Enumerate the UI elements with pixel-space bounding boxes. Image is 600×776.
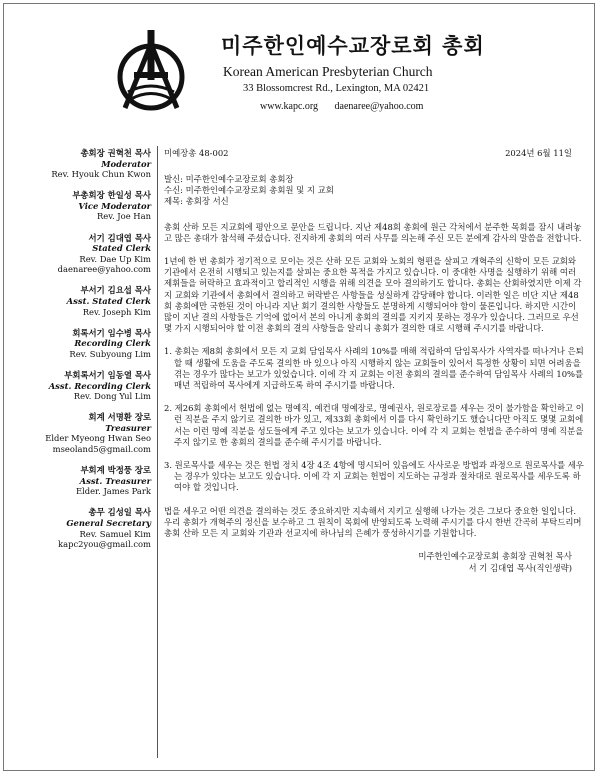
signature-clerk: 서 기 김대엽 목사(직인생략) [468, 562, 572, 573]
officer-email[interactable]: kapc2you@gmail.com [58, 539, 151, 550]
paragraph-closing: 법을 세우고 어떤 의견을 결의하는 것도 중요하지만 지속해서 지키고 실행해 나가는 것은 그보다 중요한 일입니다. 우리 총회가 개혁주의 정신을 보수하고 그 원칙이 목회에 반영되도록 노력해 주시기를 다시 한번 간곡히 부탁드리며 총회 산하 모든 지 교회와 기관과 선교지에 하나님의 은혜가 풍성하시기를 기원합니다. [164, 505, 582, 539]
officer-name: Rev. Subyoung Lim [69, 348, 151, 359]
letter-subject: 제목: 총회장 서신 [164, 196, 229, 207]
numbered-item: 2. 제26회 총회에서 헌법에 없는 명예직, 예컨대 명예장로, 명예권사, 원로장로를 세우는 것이 불가함을 확인하고 이런 직분을 주지 않기로 결의한 바가 있고, 제33회 총회에서 이를 다시 확인하기도 했습니다만 아직도 몇몇 교회에서는 이런 명예 직분을 성도들에게 주고 있다는 보고가 있습니다. 이에 각 지 교회는 헌법을 준수하여 명예 직분을 주지 않기로 한 총회의 결의를 준수해 주시기를 바랍니다. [164, 403, 584, 447]
officer-korean-title: 총회장 권혁천 목사 [80, 148, 151, 158]
letter-to: 수신: 미주한인예수교장로회 총회원 및 지 교회 [164, 185, 334, 196]
officer-role: Treasurer [105, 422, 151, 433]
officer-general-secretary [8, 507, 151, 549]
officer-role: Asst. Recording Clerk [48, 380, 151, 391]
officer-korean-title: 부회계 박정풍 장로 [80, 465, 151, 476]
officer-korean-title: 회록서기 임수병 목사 [72, 327, 151, 338]
letter-headers [164, 174, 584, 208]
officer-role: Moderator [101, 158, 151, 169]
officer-name: Rev. Hyouk Chun Kwon [51, 169, 151, 180]
officer-role: Stated Clerk [92, 243, 151, 254]
officer-vice-moderator [8, 190, 151, 222]
officer-asst-treasurer [8, 465, 151, 497]
church-title-korean: 미주한인예수교장로회 총회 [221, 33, 485, 58]
officer-korean-title: 부총회장 한일성 목사 [72, 190, 151, 201]
officer-role: Asst. Treasurer [79, 475, 151, 486]
officer-role: Asst. Stated Clerk [66, 296, 151, 307]
officer-name: Rev. Dae Up Kim [79, 253, 151, 264]
church-logo-icon [112, 28, 190, 116]
paragraph-purpose: 1년에 한 번 총회가 정기적으로 모이는 것은 산하 모든 교회와 노회의 형편을 살피고 개혁주의 신학이 모든 교회와 기관에서 온전히 시행되고 있는지를 살피는 중요한 목적을 가지고 있습니다. 이 중대한 사명을 실행하기 위해 여러 제휘들을 허락하고 효과적이고 합리적인 시행을 위해 의견을 모아 결의하기도 합니다. 총회는 산회하였지만 이제 각 지 교회와 기관에서 총회에서 결의하고 허락받은 사항들을 성실하게 감당해야 합니다. 이러한 일은 비단 지난 제48회 총회에만 국한된 것이 아니라 지난 회기 결의한 사항들도 분명하게 시행되어야 함이 물론입니다. 하지만 시간이 많이 지난 결의 사항들은 기억에 없어서 본의 아니게 총회의 결의를 지키지 못하는 경우가 있습니다. 그러므로 우선 몇 가지 시행되어야 할 이전 총회의 결의 사항들을 알리니 총회가 결의한 대로 시행해 주시기를 바랍니다. [164, 256, 582, 334]
officer-name: Elder Myeong Hwan Seo [45, 433, 151, 444]
officer-name: Rev. Dong Yul Lim [73, 391, 151, 402]
officer-korean-title: 부서기 김요섭 목사 [80, 285, 151, 296]
letter-from: 발신: 미주한인예수교장로회 총회장 [164, 174, 294, 184]
numbered-item: 3. 원로목사를 세우는 것은 헌법 정치 4장 4조 4항에 명시되어 있음에도 사사로운 방법과 과정으로 원로목사를 세우는 경우가 있다는 보고도 있습니다. 이에 각 지 교회는 헌법이 지도하는 규정과 절차대로 원로목사를 세우도록 하여야 할 것입니다. [164, 460, 584, 493]
officer-korean-title: 서기 김대엽 목사 [88, 232, 151, 243]
document-number: 미예장총 48-002 [164, 148, 229, 158]
officer-korean-title: 부회록서기 임동열 목사 [64, 370, 151, 380]
officer-korean-title: 총무 김성일 목사 [88, 507, 151, 518]
officer-role: Vice Moderator [78, 200, 151, 211]
church-title-english: Korean American Presbyterian Church [223, 64, 433, 79]
church-contact [260, 101, 437, 112]
officer-role: General Secretary [66, 518, 151, 529]
officer-recording-clerk [8, 328, 151, 360]
officer-name: Elder. James Park [75, 486, 151, 497]
officer-stated-clerk [8, 233, 151, 275]
officer-asst-stated-clerk [8, 285, 151, 317]
numbered-item: 1. 총회는 제8회 총회에서 모든 지 교회 담임목사 사례의 10%를 매해 적립하여 담임목사가 사역자를 떠나거나 은퇴할 때 생활에 도움을 주도록 결의한 바 있으나 아직 시행하지 않는 교회들이 있어서 특정한 상황이 되면 어려움을 겪는 경우가 많다는 보고가 있었습니다. 이에 각 지 교회는 이전 총회의 결의를 준수하여 담임목사 사례의 10%를 매년 적립하여 목사에게 지급하도록 하여 주시기를 바랍니다. [164, 346, 584, 391]
letter-body [164, 148, 584, 574]
letter-date: 2024년 6월 11일 [505, 148, 572, 158]
officer-email[interactable]: daenaree@yahoo.com [57, 264, 151, 275]
sidebar-divider [157, 146, 158, 758]
church-address: 33 Blossomcrest Rd., Lexington, MA 02421 [243, 83, 430, 94]
officer-name: Rev. Samuel Kim [79, 528, 151, 539]
signature-moderator: 미주한인예수교장로회 총회장 권혁천 목사 [418, 551, 572, 562]
officer-name: Rev. Joseph Kim [82, 306, 151, 317]
officer-asst-recording-clerk [8, 370, 151, 402]
officer-treasurer [8, 412, 151, 454]
officer-korean-title: 회계 서명환 장로 [88, 412, 151, 423]
email-link[interactable]: daenaree@yahoo.com [334, 101, 424, 112]
officer-email[interactable]: mseoland5@gmail.com [52, 444, 151, 455]
signature-block [164, 551, 584, 574]
officers-sidebar [8, 148, 151, 560]
officer-moderator [8, 148, 151, 180]
letter-meta [164, 148, 584, 160]
officer-role: Recording Clerk [74, 338, 151, 349]
paragraph-greeting: 총회 산하 모든 지교회에 평안으로 문안을 드립니다. 지난 제48회 총회에 원근 각처에서 분주한 목회를 잠시 내려놓고 많은 총대가 참석해 주셨습니다. 진지하게 총회의 여러 사무를 의논해 주신 모든 분에게 감사의 말씀을 전합니다. [164, 221, 582, 243]
website-link[interactable]: www.kapc.org [260, 101, 319, 112]
officer-name: Rev. Joe Han [96, 211, 151, 222]
